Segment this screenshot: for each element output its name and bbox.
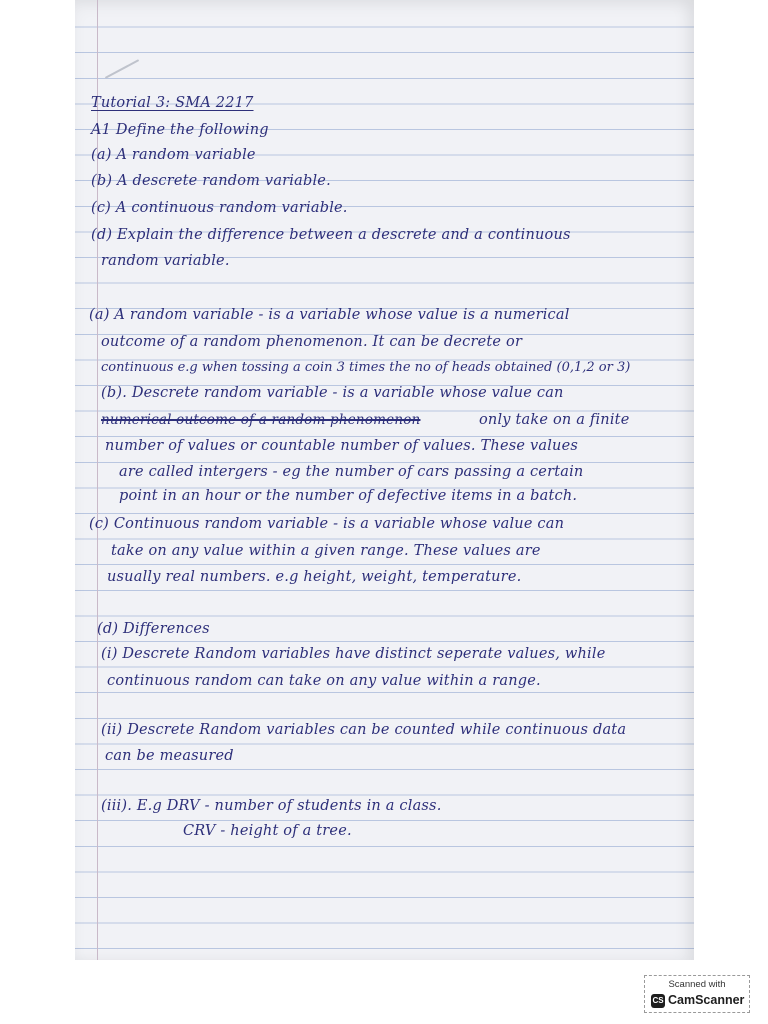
answer-d-point-2-line-2: can be measured (105, 748, 234, 764)
question-line-5: (d) Explain the difference between a descrete and a continuous (91, 227, 571, 243)
answer-d-point-3-line-1: (iii). E.g DRV - number of students in a class. (101, 798, 442, 814)
answer-c-line-3: usually real numbers. e.g height, weight, temperature. (107, 569, 522, 585)
camscanner-logo-icon: CS (651, 994, 665, 1008)
answer-a-line-2: outcome of a random phenomenon. It can be decrete or (101, 334, 523, 350)
page-title: Tutorial 3: SMA 2217 (91, 95, 254, 111)
margin-line (97, 0, 98, 960)
question-line-6: random variable. (101, 253, 230, 269)
answer-b-line-1: (b). Descrete random variable - is a variable whose value can (101, 385, 564, 401)
question-line-4: (c) A continuous random variable. (91, 200, 348, 216)
paper-scuff-mark (105, 59, 139, 79)
camscanner-badge (644, 975, 750, 1013)
answer-b-line-5: point in an hour or the number of defective items in a batch. (119, 488, 578, 504)
question-line-2: (a) A random variable (91, 147, 256, 163)
answer-d-point-1-line-2: continuous random can take on any value within a range. (107, 673, 541, 689)
answer-d-point-1-line-1: (i) Descrete Random variables have distinct seperate values, while (101, 646, 606, 662)
answer-b-line-2: only take on a finite (479, 412, 630, 428)
answer-c-line-2: take on any value within a given range. These values are (111, 543, 541, 559)
question-line-1: A1 Define the following (91, 122, 269, 138)
answer-b-crossed-out: numerical outcome of a random phenomenon (101, 412, 421, 428)
answer-d-point-2-line-1: (ii) Descrete Random variables can be counted while continuous data (101, 722, 627, 738)
question-line-3: (b) A descrete random variable. (91, 173, 331, 189)
answer-b-line-3: number of values or countable number of values. These values (105, 438, 579, 454)
answer-a-line-3: continuous e.g when tossing a coin 3 times the no of heads obtained (0,1,2 or 3) (101, 360, 631, 375)
answer-d-heading: (d) Differences (97, 621, 210, 637)
camscanner-name: CamScanner (668, 993, 745, 1007)
answer-d-point-3-line-2: CRV - height of a tree. (183, 823, 352, 839)
notebook-page (75, 0, 694, 960)
answer-c-line-1: (c) Continuous random variable - is a variable whose value can (89, 516, 565, 532)
answer-a-line-1: (a) A random variable - is a variable whose value is a numerical (89, 307, 570, 323)
answer-b-line-4: are called intergers - eg the number of cars passing a certain (119, 464, 584, 480)
scanned-with-text: Scanned with (668, 979, 726, 990)
